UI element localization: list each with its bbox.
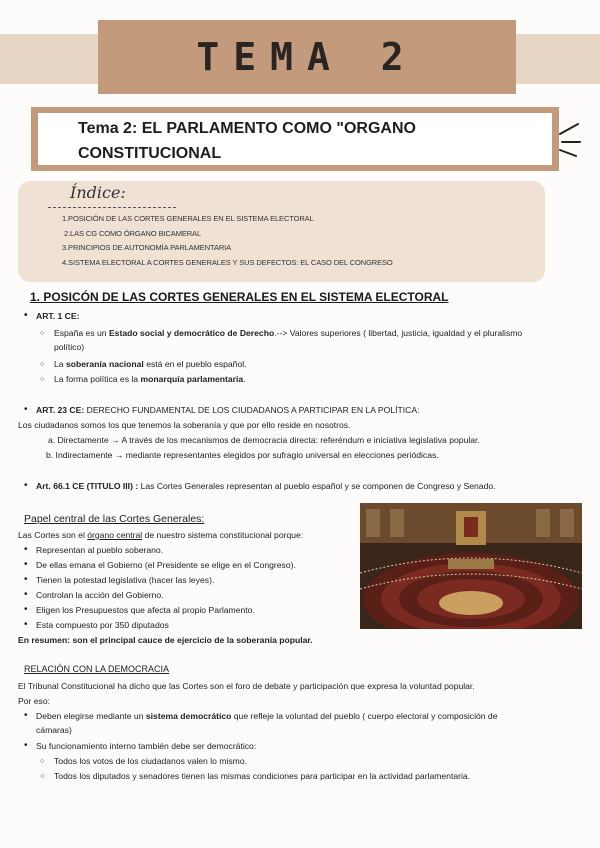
index-underline: [48, 207, 176, 208]
art1-point-2: ○ La soberanía nacional está en el pueblo español.: [54, 357, 247, 371]
subtitle-line-2: CONSTITUCIONAL: [78, 145, 222, 162]
papel-summary: En resumen: son el principal cauce de ejercicio de la soberanía popular.: [18, 635, 313, 645]
art66-line: • Art. 66.1 CE (TITULO III) : Las Cortes Generales representan al pueblo español y se componen de Congreso y Senado.: [36, 479, 496, 493]
relacion-p1: El Tribunal Constitucional ha dicho que las Cortes son el foro de debate y participación que expresa la voluntad popular.: [18, 681, 475, 691]
subtitle: [78, 116, 538, 166]
index-item-3: 3.PRINCIPIOS DE AUTONOMÍA PARLAMENTARIA: [62, 243, 232, 252]
parliament-photo: [360, 503, 582, 629]
papel-bullet-6: • Esta compuesto por 350 diputados: [36, 618, 169, 632]
index-item-4: 4.SISTEMA ELECTORAL A CORTES GENERALES Y SUS DEFECTOS: EL CASO DEL CONGRESO: [62, 258, 393, 267]
section-1-title: 1. POSICÓN DE LAS CORTES GENERALES EN EL SISTEMA ELECTORAL: [30, 290, 449, 304]
relacion-p2: Por eso:: [18, 696, 51, 706]
papel-bullet-1: • Representan al pueblo soberano.: [36, 543, 163, 557]
index-title: Índice:: [70, 183, 126, 202]
papel-bullet-3: • Tienen la potestad legislativa (hacer las leyes).: [36, 573, 214, 587]
emphasis-lines-icon: [556, 120, 586, 164]
relacion-bullet-2: • Su funcionamiento interno también debe ser democrático:: [36, 739, 256, 753]
art23-a: a. Directamente → A través de los mecanismos de democracia directa: referéndum e iniciativa legislativa popular.: [48, 435, 480, 445]
art1-point-1-cont: político): [54, 342, 85, 352]
papel-bullet-4: • Controlan la acción del Gobierno.: [36, 588, 164, 602]
papel-intro: Las Cortes son el órgano central de nuestro sistema constitucional porque:: [18, 530, 304, 540]
relacion-bullet-1: • Deben elegirse mediante un sistema democrático que refleje la voluntad del pueblo ( cuerpo electoral y composición de: [36, 709, 586, 723]
relacion-title: RELACIÓN CON LA DEMOCRACIA: [24, 664, 170, 674]
art23-b: b. Indirectamente → mediante representantes elegidos por sufragio universal en elecciones periódicas.: [46, 450, 439, 460]
index-item-1: 1.POSICIÓN DE LAS CORTES GENERALES EN EL SISTEMA ELECTORAL: [62, 214, 314, 223]
art1-point-3: ○ La forma política es la monarquía parlamentaria.: [54, 372, 246, 386]
relacion-sub-1: ○ Todos los votos de los ciudadanos valen lo mismo.: [54, 754, 247, 768]
papel-title: Papel central de las Cortes Generales:: [24, 513, 205, 525]
index-item-2: 2.LAS CG COMO ÓRGANO BICAMERAL: [64, 229, 202, 238]
art23-line-2: Los ciudadanos somos los que tenemos la soberanía y que por ello reside en nosotros.: [18, 420, 351, 430]
papel-bullet-5: • Eligen los Presupuestos que afecta al propio Parlamento.: [36, 603, 255, 617]
relacion-sub-2: ○ Todos los diputados y senadores tienen las mismas condiciones para participar en la actividad parlamentaria.: [54, 769, 470, 783]
papel-bullet-2: • De ellas emana el Gobierno (el Presidente se elige en el Congreso).: [36, 558, 296, 572]
art23-line: • ART. 23 CE: DERECHO FUNDAMENTAL DE LOS CIUDADANOS A PARTICIPAR EN LA POLÍTICA:: [36, 403, 419, 417]
page-title: TEMA 2: [196, 35, 418, 79]
art1-point-1: ○ España es un Estado social y democrático de Derecho.--> Valores superiores ( libertad, justicia, igualdad y el pluralismo: [54, 326, 584, 340]
subtitle-line-1: Tema 2: EL PARLAMENTO COMO "ORGANO: [78, 120, 416, 137]
art1-label: • ART. 1 CE:: [36, 309, 79, 323]
relacion-bullet-1-cont: cámaras): [36, 725, 72, 735]
